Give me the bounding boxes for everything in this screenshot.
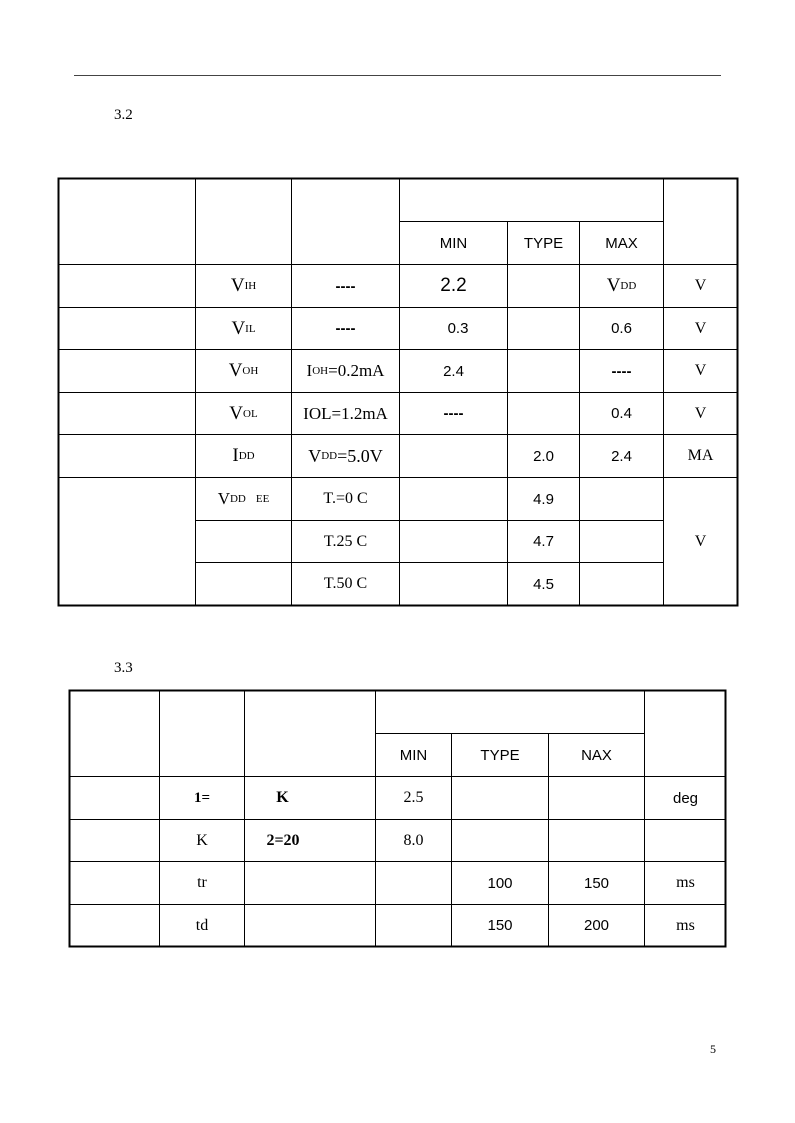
t33-row2-min: 8.0: [403, 831, 424, 849]
t33-row1-type: [452, 777, 548, 819]
t33-row3-symbol: tr: [197, 874, 207, 891]
t33-row1-unit: deg: [672, 789, 699, 807]
section-number-3-2: 3.2: [114, 107, 133, 123]
t32-row4-condition: IOL=1.2mA: [303, 403, 388, 423]
t32-header-type: TYPE: [523, 234, 564, 252]
t32-row5-max: 2.4: [611, 447, 632, 465]
t32-lcd-row1-type: 4.9: [533, 490, 554, 508]
t32-row2-unit: V: [694, 319, 707, 337]
t33-row2-symbol: K: [196, 831, 208, 849]
t32-row5-symbol: I DD: [232, 445, 255, 466]
t33-row1-max: [549, 777, 644, 819]
t32-row3-unit: V: [694, 362, 707, 379]
t33-row3-condition: [245, 862, 375, 904]
t32-lcd-unit: V: [694, 532, 707, 550]
t33-row4-min: [376, 905, 451, 946]
t32-row4-max: 0.4: [611, 405, 632, 422]
t32-lcd-row2-condition: T.25 C: [323, 532, 368, 550]
t32-lcd-row3-type: 4.5: [533, 575, 554, 593]
t33-row4-unit: ms: [676, 916, 695, 934]
t32-row1-min: 2.2: [440, 275, 467, 296]
t33-header-max: NAX: [581, 746, 612, 764]
t32-row2-max: 0.6: [611, 320, 632, 337]
t32-row3-condition: I OH =0.2mA: [306, 361, 385, 380]
t32-row4-symbol: V OL: [229, 402, 258, 424]
t32-header-max: MAX: [605, 234, 638, 252]
t33-row4-max: 200: [583, 917, 610, 934]
t32-row5-condition: V DD =5.0V: [308, 445, 383, 466]
t33-row1-min: 2.5: [403, 789, 424, 806]
t33-row3-type: 100: [487, 874, 513, 892]
t32-row2-symbol: V IL: [231, 317, 256, 339]
t33-row3-max: 150: [583, 874, 610, 892]
page-number: 5: [710, 1042, 716, 1056]
t32-lcd-row1-condition: T.=0 C: [323, 490, 368, 507]
t32-header-min: MIN: [439, 234, 468, 252]
t32-row4-min: ----: [443, 405, 464, 422]
t32-row1-symbol: V IH: [230, 275, 257, 296]
t32-lcd-row2-type: 4.7: [533, 533, 554, 550]
t33-header-type: TYPE: [480, 746, 520, 764]
t33-row1-condition: K: [276, 789, 289, 806]
t32-row5-type: 2.0: [533, 447, 554, 465]
t32-lcd-row3-condition: T.50 C: [323, 575, 368, 592]
t32-row2-condition: ----: [335, 320, 356, 337]
t33-header-min: MIN: [399, 746, 428, 764]
t33-row1-symbol: 1=: [193, 789, 211, 806]
t32-row3-max: ----: [611, 362, 632, 380]
t33-row4-symbol: td: [195, 916, 209, 934]
t32-lcd-symbol: V DD EE: [217, 489, 270, 508]
t33-row4-type: 150: [487, 917, 513, 934]
t33-row2-type: [452, 820, 548, 861]
t32-row4-unit: V: [694, 404, 707, 422]
t33-row2-max: [549, 820, 644, 861]
t32-row1-unit: V: [694, 277, 707, 294]
section-number-3-3: 3.3: [114, 660, 133, 676]
t32-row3-symbol: V OH: [228, 360, 259, 381]
t33-row3-unit: ms: [676, 874, 695, 891]
t33-row4-condition: [245, 905, 375, 946]
t32-row1-max: V DD: [606, 275, 637, 296]
t32-row3-min: 2.4: [443, 362, 464, 380]
t32-row5-unit: MA: [687, 447, 714, 464]
t32-row1-condition: ----: [335, 277, 356, 295]
t33-row3-min: [376, 862, 451, 904]
t32-row2-min: 0.3: [447, 320, 469, 337]
t33-row2-condition: 2=20: [266, 831, 300, 849]
t33-row2-unit: [645, 820, 726, 861]
